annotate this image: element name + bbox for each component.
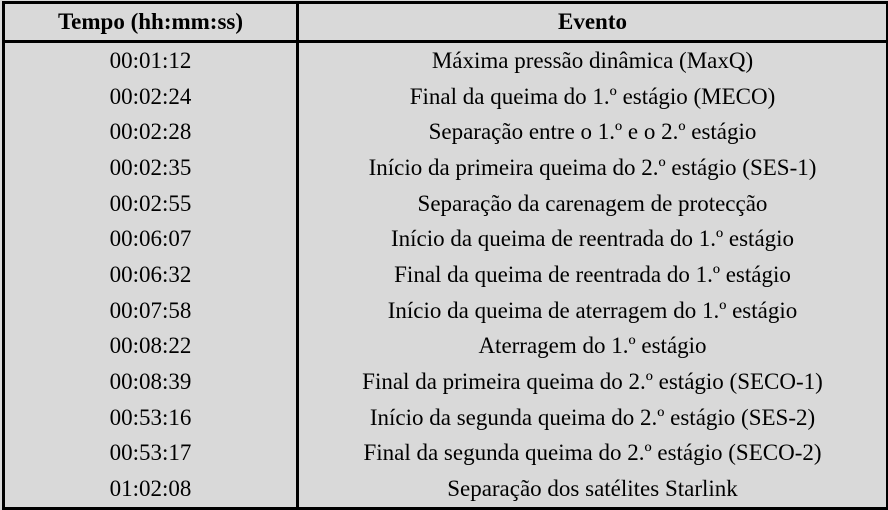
event-cell: Início da queima de reentrada do 1.º estágio — [390, 226, 795, 252]
time-cell: 00:02:35 — [4, 150, 298, 186]
time-cell: 00:07:58 — [4, 293, 298, 329]
table-row — [4, 257, 888, 293]
time-cell: 00:08:22 — [4, 329, 298, 365]
table-row — [4, 150, 888, 186]
time-cell: 00:02:55 — [4, 186, 298, 222]
table-row — [4, 436, 888, 472]
time-cell: 00:08:39 — [4, 364, 298, 400]
event-cell: Separação da carenagem de protecção — [417, 190, 768, 216]
time-cell: 00:02:24 — [4, 79, 298, 115]
table-row — [4, 364, 888, 400]
event-cell: Final da segunda queima do 2.º estágio (SECO-2) — [363, 440, 822, 466]
header-event: Evento — [298, 3, 888, 42]
header-time: Tempo (hh:mm:ss) — [4, 3, 298, 42]
event-cell: Separação dos satélites Starlink — [447, 476, 738, 502]
event-cell: Final da queima do 1.º estágio (MECO) — [409, 83, 776, 109]
table-row — [4, 221, 888, 257]
event-cell: Máxima pressão dinâmica (MaxQ) — [431, 47, 754, 73]
event-cell: Final da primeira queima do 2.º estágio (SECO-1) — [362, 369, 823, 395]
time-cell: 00:02:28 — [4, 114, 298, 150]
event-cell: Separação entre o 1.º e o 2.º estágio — [428, 119, 757, 145]
table-body — [4, 42, 888, 509]
event-cell: Início da queima de aterragem do 1.º estágio — [387, 297, 798, 323]
table-row — [4, 114, 888, 150]
table-row — [4, 42, 888, 79]
time-cell: 01:02:08 — [4, 471, 298, 508]
table-row — [4, 186, 888, 222]
events-table — [2, 1, 888, 510]
table-row — [4, 400, 888, 436]
table-header — [4, 3, 888, 42]
time-cell: 00:06:32 — [4, 257, 298, 293]
table-row — [4, 471, 888, 508]
event-cell: Final da queima de reentrada do 1.º estágio — [394, 261, 791, 287]
time-cell: 00:53:16 — [4, 400, 298, 436]
table-row — [4, 329, 888, 365]
header-row — [4, 3, 888, 42]
time-cell: 00:01:12 — [4, 42, 298, 79]
event-cell: Início da segunda queima do 2.º estágio (SES-2) — [369, 404, 816, 430]
event-cell: Início da primeira queima do 2.º estágio (SES-1) — [368, 154, 817, 180]
table-row — [4, 79, 888, 115]
table-row — [4, 293, 888, 329]
event-cell: Aterragem do 1.º estágio — [478, 333, 707, 359]
time-cell: 00:53:17 — [4, 436, 298, 472]
time-cell: 00:06:07 — [4, 221, 298, 257]
